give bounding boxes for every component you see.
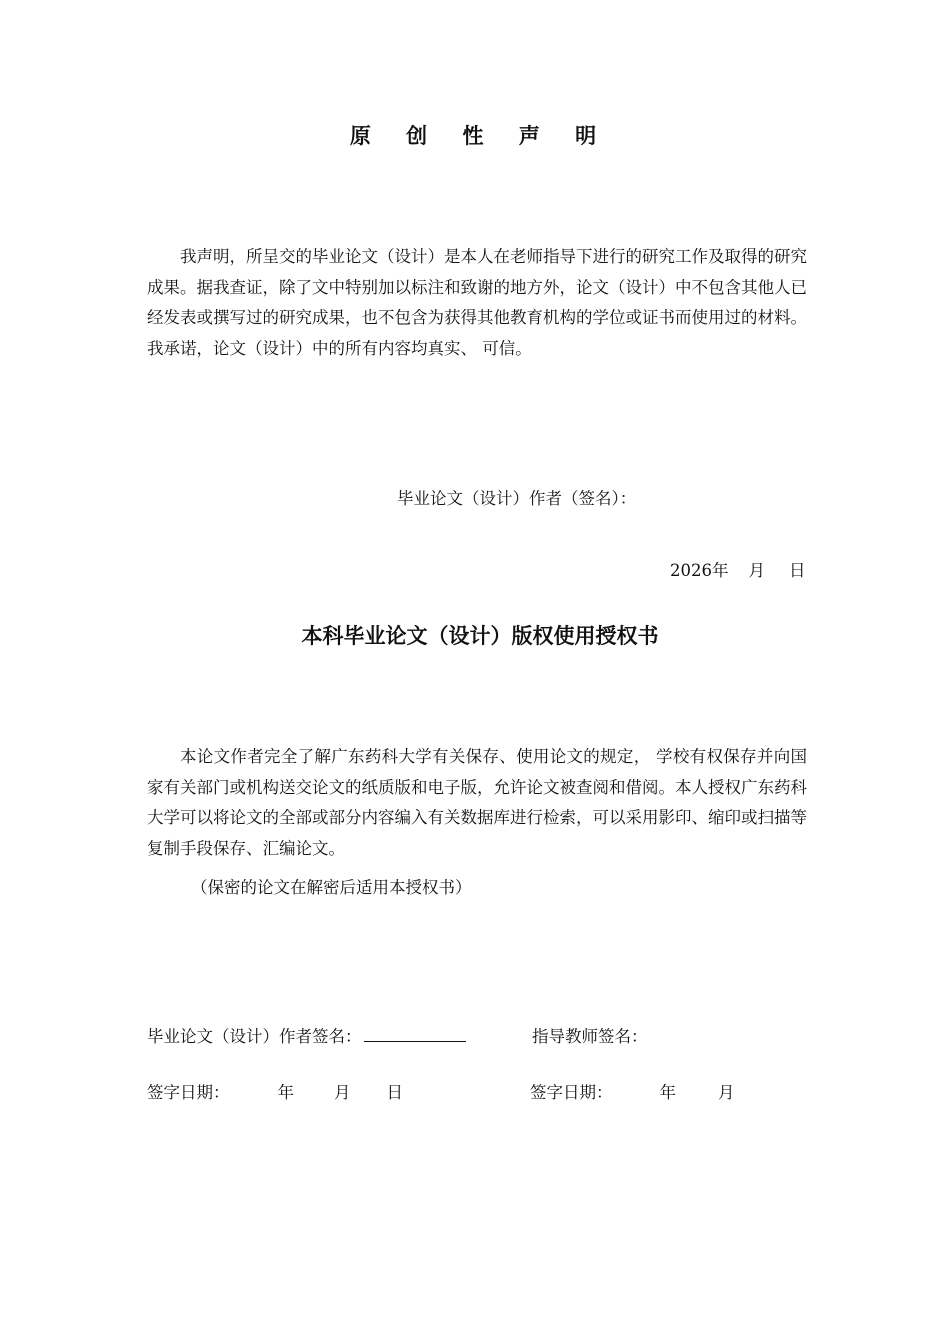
sign-date-label-2: 签字日期： xyxy=(530,1083,613,1102)
declaration-date xyxy=(670,557,806,581)
authorization-body: 本论文作者完全了解广东药科大学有关保存、使用论文的规定， 学校有权保存并向国家有关部门或机构送交论文的纸质版和电子版，允许论文被查阅和借阅。本人授权广东药科大学可以将论文的全部或部分内容编入有关数据库进行检索，可以采用影印、缩印或扫描等复制手段保存、汇编论文。 xyxy=(147,747,807,858)
sign-date-year-1: 年 xyxy=(277,1083,294,1102)
authorization-note: （保密的论文在解密后适用本授权书） xyxy=(191,878,472,897)
sign-date-day-1: 日 xyxy=(386,1083,403,1102)
sign-date-label-1: 签字日期： xyxy=(147,1083,230,1102)
advisor-sign-date xyxy=(530,1079,735,1103)
authorization-title: 本科毕业论文（设计）版权使用授权书 xyxy=(301,624,659,648)
author-signature-label: 毕业论文（设计）作者签名： xyxy=(147,1027,362,1046)
declaration-date-month: 月 xyxy=(748,561,765,580)
author-signature-blank[interactable] xyxy=(364,1027,466,1042)
declaration-date-day: 日 xyxy=(789,561,806,580)
declaration-signature-label: 毕业论文（设计）作者（签名）： xyxy=(397,489,637,508)
sign-date-month-2: 月 xyxy=(718,1083,735,1102)
declaration-body: 我声明，所呈交的毕业论文（设计）是本人在老师指导下进行的研究工作及取得的研究成果。据我查证，除了文中特别加以标注和致谢的地方外，论文（设计）中不包含其他人已经发表或撰写过的研究成果，也不包含为获得其他教育机构的学位或证书而使用过的材料。我承诺，论文（设计）中的所有内容均真实、 可信。 xyxy=(147,247,807,358)
declaration-title: 原 创 性 声 明 xyxy=(349,124,611,148)
author-signature-line xyxy=(147,1023,466,1047)
sign-date-year-2: 年 xyxy=(659,1083,676,1102)
author-sign-date xyxy=(147,1079,403,1103)
sign-date-month-1: 月 xyxy=(334,1083,351,1102)
advisor-signature-label: 指导教师签名： xyxy=(532,1027,648,1046)
declaration-date-year: 2026年 xyxy=(670,561,729,580)
advisor-signature-line xyxy=(532,1023,648,1047)
